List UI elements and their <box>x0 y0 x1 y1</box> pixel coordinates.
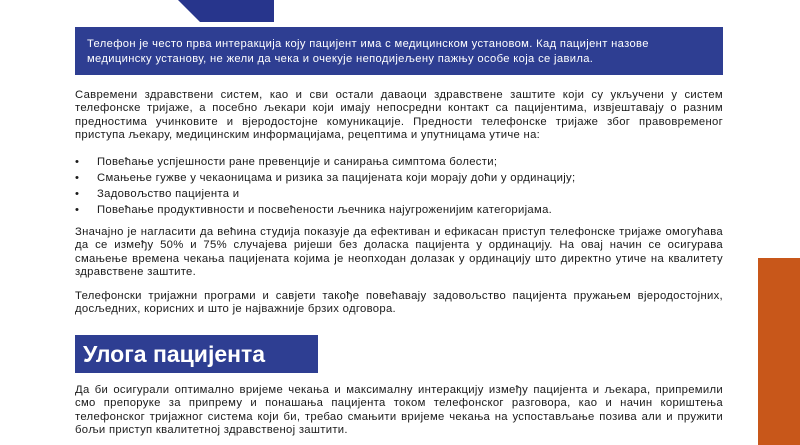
paragraph-benefits: Савремени здравствени систем, као и сви остали даваоци здравствене заштите који су укључени у систем телефонске тријаже, а посебно љекари који имају непосредни контакт са пацијентима, извјештавају о разним предностима учинковите и вјеродостојне комуникације. Предности телефонске тријаже због правовременог приступа љекару, медицинским информацијама, рецептима и упутницама утиче на: <box>75 89 723 142</box>
list-item: • Задовољство пацијента и <box>75 186 723 202</box>
list-item: • Смањење гужве у чекаоницама и ризика за пацијената који морају доћи у ординацију; <box>75 170 723 186</box>
list-item: • Повећање продуктивности и посвећености љечника најугроженијим категоријама. <box>75 202 723 218</box>
paragraph-patient-role: Да би осигурали оптимално вријеме чекања и максималну интеракцију између пацијента и љекара, припремили смо препоруке за припрему и понашања пацијента током телефонског разговора, као и начин кориштења телефонског тријажног система који би, требао смањити вријеме чекања на успостављање позива али и пружити бољи приступ квалитетној здравственој заштити. <box>75 384 723 437</box>
decorative-top-stripe <box>178 0 274 22</box>
list-item: • Повећање успјешности ране превенције и санирања симптома болести; <box>75 154 723 170</box>
paragraph-programs: Телефонски тријажни програми и савјети такође повећавају задовољство пацијента пружањем вјеродостојних, досљедних, корисних и што је најважније брзих одговора. <box>75 290 723 316</box>
intro-callout <box>75 27 723 75</box>
decorative-side-bar <box>758 258 800 445</box>
paragraph-studies: Значајно је нагласити да већина студија показује да ефективан и ефикасан приступ телефонске тријаже омогућава да се између 50% и 75% случајева ријеши без доласка пацијента у ординацију. На овај начин се осигурава смањење времена чекања пацијената којима је неопходан долазак у ординацију што директно утиче на квалитету здравствене заштите. <box>75 226 723 279</box>
intro-text: Телефон је често прва интеракција коју пацијент има с медицинском установом. Кад пацијент назове медицинску установу, не жели да чека и очекује неподијељену пажњу особе која се јавила. <box>87 38 649 65</box>
section-heading <box>75 335 318 373</box>
benefits-list <box>75 154 723 218</box>
section-title: Улога пацијента <box>83 341 266 367</box>
